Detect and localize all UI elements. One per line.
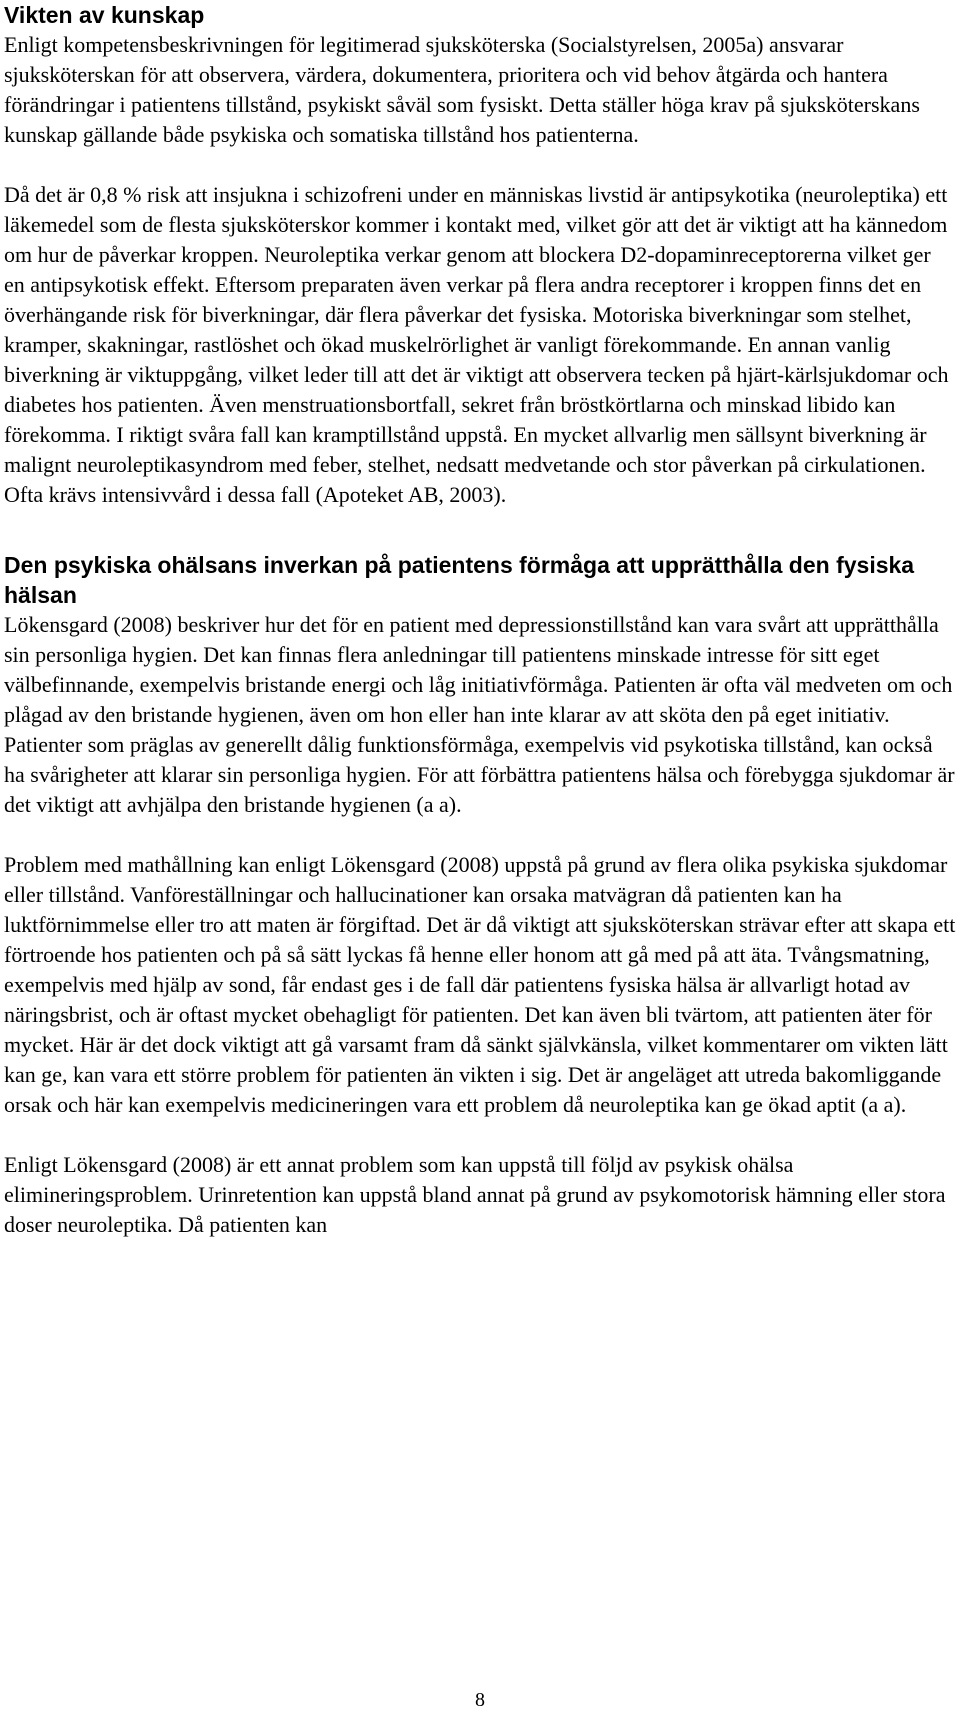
- section-heading-psykiska-ohalsans-inverkan: Den psykiska ohälsans inverkan på patientens förmåga att upprätthålla den fysiska hälsan: [4, 552, 915, 608]
- document-body: [4, 0, 956, 1240]
- page-number: 8: [475, 1689, 485, 1711]
- paragraph-personlig-hygien: Lökensgard (2008) beskriver hur det för en patient med depressionstillstånd kan vara svårt att upprätthålla sin personliga hygien. Det kan finnas flera anledningar till patientens minskade intresse för sitt eget välbefinnande, exempelvis bristande energi och låg initiativförmåga. Patienten är ofta väl medveten om och plågad av den bristande hygienen, även om hon eller han inte klarar av att sköta den på eget initiativ. Patienter som präglas av generellt dålig funktionsförmåga, exempelvis vid psykotiska tillstånd, kan också ha svårigheter att klarar sin personliga hygien. För att förbättra patientens hälsa och förebygga sjukdomar är det viktigt att avhjälpa den bristande hygienen (a a).: [4, 612, 955, 817]
- paragraph-elimineringsproblem: Enligt Lökensgard (2008) är ett annat problem som kan uppstå till följd av psykisk ohälsa elimineringsproblem. Urinretention kan uppstå bland annat på grund av psykomotorisk hämning eller stora doser neuroleptika. Då patienten kan: [4, 1152, 946, 1237]
- paragraph-mathallning: Problem med mathållning kan enligt Lökensgard (2008) uppstå på grund av flera olika psykiska sjukdomar eller tillstånd. Vanföreställningar och hallucinationer kan orsaka matvägran då patienten kan ha luktförnimmelse eller tro att maten är förgiftad. Det är då viktigt att sjuksköterskan strävar efter att skapa ett förtroende hos patienten och på så sätt lyckas få henne eller honom att gå med på att äta. Tvångsmatning, exempelvis med hjälp av sond, får endast ges i de fall där patientens fysiska hälsa är allvarligt hotad av näringsbrist, och är oftast mycket obehagligt för patienten. Det kan även bli tvärtom, att patienten äter för mycket. Här är det dock viktigt att gå varsamt fram då sänkt självkänsla, vilket kommentarer om vikten lätt kan ge, kan vara ett större problem för patienten än vikten i sig. Det är angeläget att utreda bakomliggande orsak och här kan exempelvis medicineringen vara ett problem då neuroleptika kan ge ökad aptit (a a).: [4, 852, 956, 1117]
- paragraph-antipsykotika: Då det är 0,8 % risk att insjukna i schizofreni under en människas livstid är antipsykotika (neuroleptika) ett läkemedel som de flesta sjuksköterskor kommer i kontakt med, vilket gör att det är viktigt att ha kännedom om hur de påverkar kroppen. Neuroleptika verkar genom att blockera D2-dopaminreceptorerna vilket ger en antipsykotisk effekt. Eftersom preparaten även verkar på flera andra receptorer i kroppen finns det en överhängande risk för biverkningar, där flera påverkar det fysiska. Motoriska biverkningar som stelhet, kramper, skakningar, rastlöshet och ökad muskelrörlighet är vanligt förekommande. En annan vanlig biverkning är viktuppgång, vilket leder till att det är viktigt att observera tecken på hjärt-kärlsjukdomar och diabetes hos patienten. Även menstruationsbortfall, sekret från bröstkörtlarna och minskad libido kan förekomma. I riktigt svåra fall kan kramptillstånd uppstå. En mycket allvarlig men sällsynt biverkning är malignt neuroleptikasyndrom med feber, stelhet, nedsatt medvetande och stor påverkan på cirkulationen. Ofta krävs intensivvård i dessa fall (Apoteket AB, 2003).: [4, 182, 949, 507]
- section-heading-vikten-av-kunskap: Vikten av kunskap: [4, 2, 205, 28]
- paragraph-kompetensbeskrivning: Enligt kompetensbeskrivningen för legitimerad sjuksköterska (Socialstyrelsen, 2005a) ansvarar sjuksköterskan för att observera, värdera, dokumentera, prioritera och vid behov åtgärda och hantera förändringar i patientens tillstånd, psykiskt såväl som fysiskt. Detta ställer höga krav på sjuksköterskans kunskap gällande både psykiska och somatiska tillstånd hos patienterna.: [4, 32, 920, 147]
